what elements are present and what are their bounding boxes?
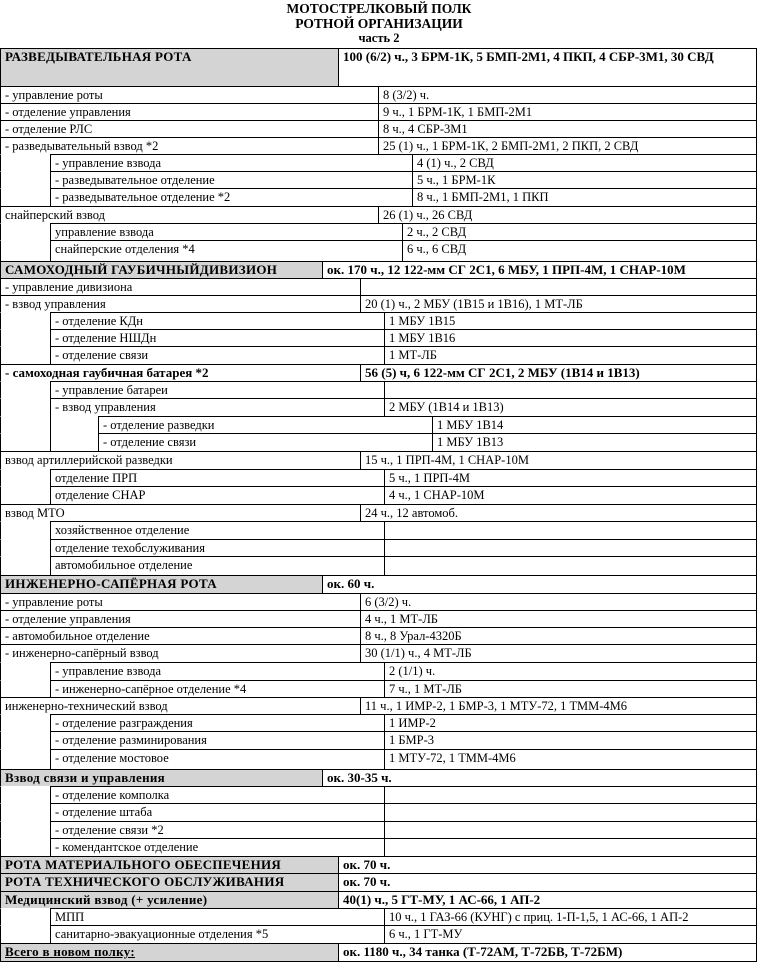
unit-strength-cell: 20 (1) ч., 2 МБУ (1В15 и 1В16), 1 МТ-ЛБ [360,295,757,312]
indent-cell [0,312,50,329]
unit-strength-cell: 8 ч., 8 Урал-4320Б [360,627,757,644]
unit-name-cell: РОТА ТЕХНИЧЕСКОГО ОБСЛУЖИВАНИЯ [0,873,338,891]
unit-strength-cell: 26 (1) ч., 26 СВД [378,206,757,223]
unit-strength-cell: 1 МТ-ЛБ [384,346,757,364]
unit-strength-cell: 4 ч., 1 МТ-ЛБ [360,610,757,627]
indent-cell [0,838,50,856]
indent-cell [0,556,50,575]
unit-strength-cell: 9 ч., 1 БРМ-1К, 1 БМП-2М1 [378,103,757,120]
table-row [0,680,757,697]
unit-strength-cell: 100 (6/2) ч., 3 БРМ-1К, 5 БМП-2М1, 4 ПКП, 4 СБР-3М1, 30 СВД [338,48,757,86]
table-row [0,925,757,943]
indent-cell [0,521,50,539]
indent-cell [0,433,50,451]
unit-strength-cell [384,521,757,539]
table-row [0,803,757,821]
title-part: часть 2 [358,31,400,45]
unit-name-cell: - разведывательный взвод *2 [0,137,378,154]
indent-cell [0,486,50,504]
unit-name-cell: Всего в новом полку: [0,943,338,961]
unit-strength-cell [384,381,757,398]
unit-name-cell: - управление батареи [50,381,384,398]
section-row [0,261,757,278]
unit-name-cell: снайперский взвод [0,206,378,223]
unit-strength-cell [384,786,757,803]
unit-strength-cell: 7 ч., 1 МТ-ЛБ [384,680,757,697]
indent-cell [0,786,50,803]
indent-cell [0,539,50,556]
indent-cell [0,680,50,697]
unit-name-cell: отделение ПРП [50,469,384,486]
table-row [0,451,757,469]
unit-name-cell: - инженерно-сапёрный взвод [0,644,360,662]
indent-cell [0,188,50,206]
unit-name-cell: хозяйственное отделение [50,521,384,539]
table-row [0,697,757,714]
unit-name-cell: - отделение разграждения [50,714,384,731]
table-row [0,86,757,103]
table-row [0,240,757,261]
unit-strength-cell: 6 ч., 6 СВД [402,240,757,261]
unit-strength-cell [384,803,757,821]
table-row [0,838,757,856]
unit-name-cell: Медицинский взвод (+ усиление) [0,891,338,908]
unit-strength-cell: ок. 30-35 ч. [322,769,757,786]
unit-strength-cell: ок. 60 ч. [322,575,757,593]
unit-name-cell: - отделение управления [0,103,378,120]
section-row [0,856,757,873]
unit-name-cell: - разведывательное отделение [50,171,412,188]
unit-name-cell: МПП [50,908,384,925]
indent-cell [0,469,50,486]
table-bottom-border [0,961,757,962]
unit-strength-cell [360,278,757,295]
table-row [0,154,757,171]
table-row [0,295,757,312]
unit-name-cell: - отделение НШДн [50,329,384,346]
unit-strength-cell: 1 БМР-3 [384,731,757,749]
unit-strength-cell: 6 (3/2) ч. [360,593,757,610]
unit-name-cell: - отделение связи [98,433,432,451]
unit-name-cell: - отделение РЛС [0,120,378,137]
table-row [0,556,757,575]
unit-name-cell: инженерно-технический взвод [0,697,360,714]
unit-name-cell: - отделение штаба [50,803,384,821]
table-row [0,714,757,731]
unit-name-cell: управление взвода [50,223,402,240]
unit-strength-cell: 1 МБУ 1В13 [432,433,757,451]
indent-cell [0,346,50,364]
table-row [0,486,757,504]
indent-cell [0,240,50,261]
unit-name-cell: взвод артиллерийской разведки [0,451,360,469]
indent-cell [0,662,50,680]
title-line-2: РОТНОЙ ОРГАНИЗАЦИИ [295,16,463,31]
unit-strength-cell: 2 МБУ (1В14 и 1В13) [384,398,757,416]
title-line-1: МОТОСТРЕЛКОВЫЙ ПОЛК [286,1,472,16]
unit-strength-cell: 5 ч., 1 ПРП-4М [384,469,757,486]
unit-name-cell: - управление взвода [50,154,412,171]
indent-cell [0,398,50,416]
unit-name-cell: САМОХОДНЫЙ ГАУБИЧНЫЙДИВИЗИОН [0,261,322,278]
unit-strength-cell: 25 (1) ч., 1 БРМ-1К, 2 БМП-2М1, 2 ПКП, 2 СВД [378,137,757,154]
table-row [0,644,757,662]
indent-cell [0,416,50,433]
unit-strength-cell: 1 ИМР-2 [384,714,757,731]
unit-strength-cell: 24 ч., 12 автомоб. [360,504,757,521]
unit-name-cell: - отделение разведки [98,416,432,433]
unit-name-cell: ИНЖЕНЕРНО-САПЁРНАЯ РОТА [0,575,322,593]
unit-name-cell: взвод МТО [0,504,360,521]
table-row [0,593,757,610]
unit-name-cell: - отделение мостовое [50,749,384,769]
unit-name-cell: - взвод управления [50,398,384,416]
section-row [0,891,757,908]
unit-strength-cell [384,556,757,575]
unit-strength-cell: 1 МБУ 1В15 [384,312,757,329]
unit-strength-cell: 1 МТУ-72, 1 ТММ-4М6 [384,749,757,769]
unit-strength-cell [384,539,757,556]
unit-strength-cell: ок. 70 ч. [338,856,757,873]
table-row [0,749,757,769]
table-row [0,381,757,398]
unit-name-cell: - комендантское отделение [50,838,384,856]
unit-name-cell: - отделение КДн [50,312,384,329]
table-row [0,223,757,240]
unit-name-cell: отделение СНАР [50,486,384,504]
unit-strength-cell: 5 ч., 1 БРМ-1К [412,171,757,188]
table-row [0,137,757,154]
unit-strength-cell: 11 ч., 1 ИМР-2, 1 БМР-3, 1 МТУ-72, 1 ТММ-4М6 [360,697,757,714]
unit-name-cell: - отделение разминирования [50,731,384,749]
table-row [0,346,757,364]
table-row [0,188,757,206]
indent-cell [0,803,50,821]
unit-strength-cell: 15 ч., 1 ПРП-4М, 1 СНАР-10М [360,451,757,469]
unit-name-cell: автомобильное отделение [50,556,384,575]
table-row [0,469,757,486]
unit-name-cell: - взвод управления [0,295,360,312]
indent-cell [0,731,50,749]
unit-name-cell: - отделение связи *2 [50,821,384,838]
table-row [0,312,757,329]
table-row [0,504,757,521]
unit-strength-cell: 1 МБУ 1В16 [384,329,757,346]
section-row [0,48,757,86]
unit-name-cell: отделение техобслуживания [50,539,384,556]
table-row [0,329,757,346]
unit-name-cell: - инженерно-сапёрное отделение *4 [50,680,384,697]
unit-name-cell: санитарно-эвакуационные отделения *5 [50,925,384,943]
unit-name-cell: РАЗВЕДЫВАТЕЛЬНАЯ РОТА [0,48,338,86]
unit-name-cell: снайперские отделения *4 [50,240,402,261]
unit-strength-cell: 8 ч., 1 БМП-2М1, 1 ПКП [412,188,757,206]
unit-name-cell: Взвод связи и управления [0,769,322,786]
unit-name-cell: - самоходная гаубичная батарея *2 [0,364,360,381]
unit-strength-cell: 4 ч., 1 СНАР-10М [384,486,757,504]
table-row [0,416,757,433]
indent-cell [50,416,98,433]
table-row [0,610,757,627]
table-row [0,120,757,137]
table-row [0,433,757,451]
indent-cell [0,925,50,943]
table-row [0,103,757,120]
unit-strength-cell: 2 (1/1) ч. [384,662,757,680]
unit-name-cell: РОТА МАТЕРИАЛЬНОГО ОБЕСПЕЧЕНИЯ [0,856,338,873]
table-row [0,662,757,680]
indent-cell [0,821,50,838]
unit-name-cell: - отделение связи [50,346,384,364]
indent-cell [0,714,50,731]
unit-strength-cell: 8 (3/2) ч. [378,86,757,103]
table-row [0,206,757,223]
unit-strength-cell: 56 (5) ч, 6 122-мм СГ 2С1, 2 МБУ (1В14 и 1В13) [360,364,757,381]
table-row [0,398,757,416]
unit-name-cell: - управление дивизиона [0,278,360,295]
indent-cell [0,329,50,346]
section-row [0,575,757,593]
table-row [0,539,757,556]
unit-strength-cell [384,838,757,856]
table-row [0,171,757,188]
table-row [0,521,757,539]
unit-name-cell: - управление взвода [50,662,384,680]
indent-cell [0,749,50,769]
unit-strength-cell: ок. 1180 ч., 34 танка (Т-72АМ, Т-72БВ, Т-72БМ) [338,943,757,961]
indent-cell [0,908,50,925]
indent-cell [0,154,50,171]
table-row [0,627,757,644]
unit-strength-cell: ок. 170 ч., 12 122-мм СГ 2С1, 6 МБУ, 1 ПРП-4М, 1 СНАР-10М [322,261,757,278]
unit-strength-cell: 2 ч., 2 СВД [402,223,757,240]
indent-cell [0,223,50,240]
section-row [0,769,757,786]
unit-strength-cell: 8 ч., 4 СБР-3М1 [378,120,757,137]
section-row [0,943,757,961]
indent-cell [0,381,50,398]
unit-strength-cell [384,821,757,838]
unit-strength-cell: 1 МБУ 1В14 [432,416,757,433]
indent-cell [0,171,50,188]
table-row [0,786,757,803]
table-row [0,364,757,381]
indent-cell [50,433,98,451]
unit-strength-cell: 4 (1) ч., 2 СВД [412,154,757,171]
unit-name-cell: - управление роты [0,593,360,610]
unit-name-cell: - отделение управления [0,610,360,627]
unit-name-cell: - отделение комполка [50,786,384,803]
table-row [0,821,757,838]
table-row [0,731,757,749]
table-row [0,278,757,295]
unit-strength-cell: 40(1) ч., 5 ГТ-МУ, 1 АС-66, 1 АП-2 [338,891,757,908]
unit-strength-cell: 30 (1/1) ч., 4 МТ-ЛБ [360,644,757,662]
section-row [0,873,757,891]
unit-name-cell: - автомобильное отделение [0,627,360,644]
unit-strength-cell: 10 ч., 1 ГАЗ-66 (КУНГ) с приц. 1-П-1,5, 1 АС-66, 1 АП-2 [384,908,757,925]
unit-name-cell: - разведывательное отделение *2 [50,188,412,206]
unit-strength-cell: ок. 70 ч. [338,873,757,891]
unit-strength-cell: 6 ч., 1 ГТ-МУ [384,925,757,943]
unit-name-cell: - управление роты [0,86,378,103]
table-row [0,908,757,925]
